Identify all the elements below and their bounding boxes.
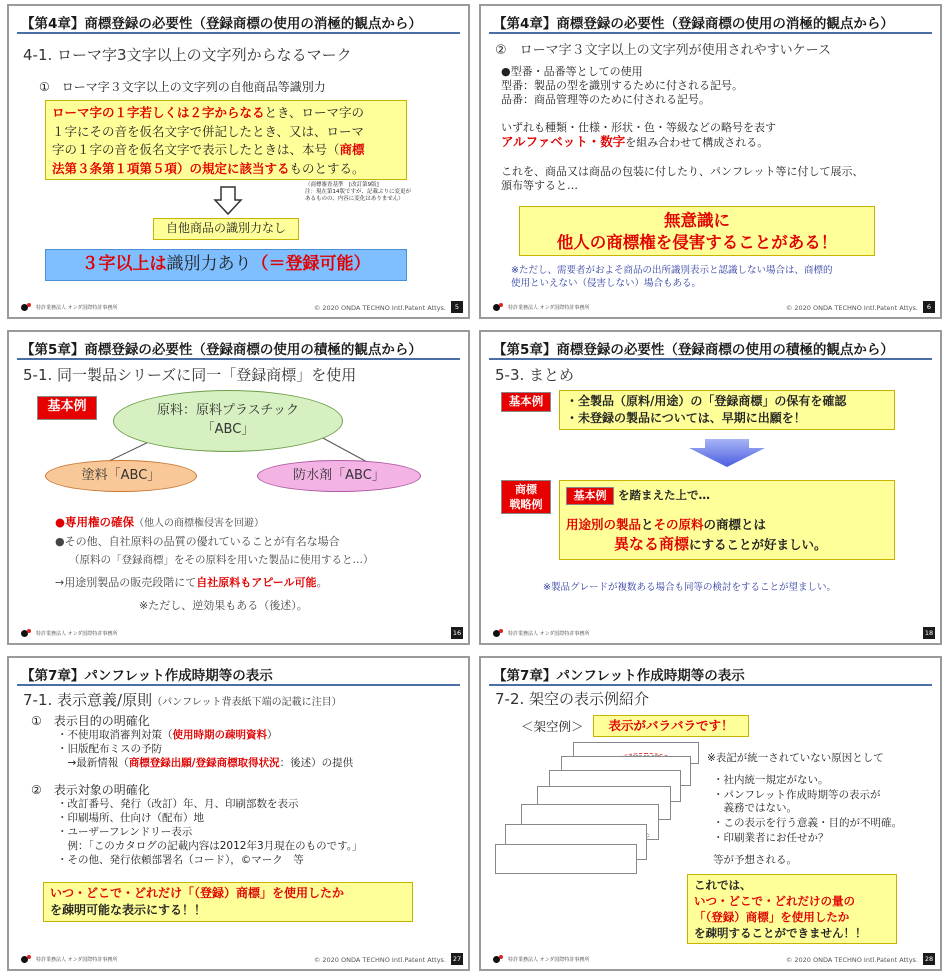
inner-basic-example-tag: 基本例 bbox=[566, 487, 614, 505]
cause-heading: ※表記が統一されていない原因として bbox=[707, 752, 884, 764]
usage-line-7: 頒布等すると… bbox=[501, 179, 578, 192]
strategy-intro: を踏まえた上で… bbox=[618, 488, 710, 502]
bullet-other: ●その他、自社原料の品質の優れていることが有名な場合 bbox=[55, 535, 340, 548]
slide-27 bbox=[7, 656, 470, 971]
definition-box: ローマ字の１字若しくは２字からなるとき、ローマ字の １字にその音を仮名文字で併記したとき、又は、ローマ 字の１字の音を仮名文字で表示したときは、本号（商標 法第３条第１項第５項）の規定に該当するものとする。 bbox=[45, 100, 407, 180]
summary-box: ・全製品（原料/用途）の「登録商標」の保有を確認 ・未登録の製品については、早期に出願を！ bbox=[559, 390, 895, 430]
page-number: 28 bbox=[924, 955, 934, 963]
conclusion-box: いつ・どこで・どれだけ「（登録）商標」を使用したか を疎明可能な表示にする！！ bbox=[43, 882, 413, 922]
logo-mark-icon bbox=[493, 303, 505, 311]
page-number: 27 bbox=[452, 955, 462, 963]
cause-4: ・印刷業者にお任せか？ bbox=[713, 832, 829, 844]
slide-subtitle: 4-1. ローマ字3文字以上の文字列からなるマーク bbox=[23, 46, 352, 64]
cause-1: ・社内統一規定がない。 bbox=[713, 774, 829, 786]
firm-logo: 特許業務法人 オンダ国際特許事務所 bbox=[21, 629, 117, 637]
usage-line-3: 品番：商品管理等のために付される記号。 bbox=[501, 93, 710, 106]
cause-summary: 等が予想される。 bbox=[713, 854, 797, 866]
cause-2-cont: 義務ではない。 bbox=[713, 802, 797, 814]
firm-logo: 特許業務法人 オンダ国際特許事務所 bbox=[21, 955, 117, 963]
heading-purpose: ① 表示目的の明確化 bbox=[31, 714, 150, 728]
slide-subtitle: 5-1. 同一製品シリーズに同一「登録商標」を使用 bbox=[23, 366, 357, 384]
example-label: ＜架空例＞ bbox=[521, 719, 584, 734]
logo-mark-icon bbox=[21, 955, 33, 963]
slide-16 bbox=[7, 330, 470, 645]
purpose-item-2: ・旧版配布ミスの予防 bbox=[57, 743, 162, 755]
no-distinctiveness-box: 自他商品の識別力なし bbox=[153, 218, 299, 240]
waterproof-node: 防水剤「ABC」 bbox=[257, 460, 421, 492]
bullet-other-detail: （原料の「登録商標」をその原料を用いた製品に使用すると…） bbox=[69, 554, 374, 566]
chapter-title: 【第5章】商標登録の必要性（登録商標の使用の積極的観点から） bbox=[489, 338, 932, 360]
raw-material-node: 原料：原料プラスチック 「ABC」 bbox=[113, 390, 343, 452]
slide-28 bbox=[479, 656, 942, 971]
page-number: 16 bbox=[452, 629, 462, 637]
slide-5 bbox=[7, 4, 470, 319]
copyright: © 2020 ONDA TECHNO Intl.Patent Attys. bbox=[785, 304, 918, 312]
target-item-1: ・改訂番号、発行（改訂）年、月、印刷部数を表示 bbox=[57, 798, 299, 810]
page-number: 6 bbox=[923, 301, 935, 313]
copyright: © 2020 ONDA TECHNO Intl.Patent Attys. bbox=[313, 956, 446, 964]
slide-subtitle: 5-3. まとめ bbox=[495, 366, 575, 384]
point-heading: ① ローマ字３文字以上の文字列の自他商品等識別力 bbox=[39, 80, 326, 94]
copyright: © 2020 ONDA TECHNO Intl.Patent Attys. bbox=[785, 956, 918, 964]
bullet-exclusive-right: ●専用権の確保（他人の商標権侵害を回避） bbox=[55, 515, 265, 529]
conclusion-box: これでは、 いつ・どこで・どれだけの量の 「（登録）商標」を使用したか を疎明することができません！！ bbox=[687, 874, 897, 944]
firm-logo: 特許業務法人 オンダ国際特許事務所 bbox=[21, 303, 117, 311]
usage-line-6: これを、商品又は商品の包装に付したり、パンフレット等に付して展示、 bbox=[501, 165, 864, 178]
heading-target: ② 表示対象の明確化 bbox=[31, 783, 150, 797]
paint-node: 塗料「ABC」 bbox=[45, 460, 197, 492]
slide-subtitle: 7-2. 架空の表示例紹介 bbox=[495, 690, 650, 708]
citation-note: （商標審査基準 [改訂第9版] 注：現在第14版ですが、記載ぶりに変更が あるものの、内容に変化はありません） bbox=[305, 182, 411, 202]
basic-example-tag: 基本例 bbox=[501, 392, 551, 412]
chapter-title: 【第7章】パンフレット作成時期等の表示 bbox=[17, 664, 460, 686]
firm-logo: 特許業務法人 オンダ国際特許事務所 bbox=[493, 303, 589, 311]
cause-2: ・パンフレット作成時期等の表示が bbox=[713, 789, 881, 801]
logo-mark-icon bbox=[21, 303, 33, 311]
reverse-effect-note: ※ただし、逆効果もある（後述）。 bbox=[139, 599, 308, 612]
firm-logo: 特許業務法人 オンダ国際特許事務所 bbox=[493, 629, 589, 637]
target-item-2: ・印刷場所、仕向け（配布）地 bbox=[57, 812, 204, 824]
target-item-4: 例：「このカタログの記載内容は2012年3月現在のものです。」 bbox=[57, 840, 363, 852]
chapter-title: 【第4章】商標登録の必要性（登録商標の使用の消極的観点から） bbox=[489, 12, 932, 34]
cause-3: ・この表示を行う意義・目的が不明確。 bbox=[713, 817, 902, 829]
strategy-line-1: 用途別の製品とその原料の商標とは bbox=[566, 517, 767, 532]
page-number: 18 bbox=[924, 629, 934, 637]
warning-box: 無意識に 他人の商標権を侵害することがある！ bbox=[519, 206, 875, 256]
logo-mark-icon bbox=[493, 955, 505, 963]
usage-line-1: ●型番・品番等としての使用 bbox=[501, 65, 643, 78]
firm-logo: 特許業務法人 オンダ国際特許事務所 bbox=[493, 955, 589, 963]
chapter-title: 【第4章】商標登録の必要性（登録商標の使用の消極的観点から） bbox=[17, 12, 460, 34]
purpose-item-1: ・不使用取消審判対策（使用時期の疎明資料） bbox=[57, 729, 278, 741]
strategy-line-2: 異なる商標にすることが好ましい。 bbox=[614, 535, 827, 553]
slide-subtitle: ② ローマ字３文字以上の文字列が使用されやすいケース bbox=[495, 43, 832, 58]
slide-6 bbox=[479, 4, 942, 319]
copyright: © 2020 ONDA TECHNO Intl.Patent Attys. bbox=[313, 304, 446, 312]
logo-mark-icon bbox=[493, 629, 505, 637]
example-tag: 表示がバラバラです！ bbox=[593, 715, 749, 737]
bullet-appeal: →用途別製品の販売段階にて自社原料もアピール可能。 bbox=[55, 576, 328, 589]
down-arrow-icon bbox=[213, 186, 243, 216]
grade-note: ※製品グレードが複数ある場合も同等の検討をすることが望ましい。 bbox=[543, 582, 836, 593]
slide-18 bbox=[479, 330, 942, 645]
down-arrow-icon bbox=[687, 438, 767, 468]
strategy-box bbox=[559, 480, 895, 560]
target-item-5: ・その他、発行依頼部署名（コード），©マーク 等 bbox=[57, 854, 304, 866]
strategy-example-tag: 商標 戦略例 bbox=[501, 480, 551, 514]
usage-line-2: 型番：製品の型を識別するために付される記号。 bbox=[501, 79, 743, 92]
exception-note: ※ただし、需要者がおよそ商品の出所識別表示と認識しない場合は、商標的 使用といえない（侵害しない）場合もある。 bbox=[511, 265, 833, 289]
usage-line-4: いずれも種類・仕様・形状・色・等級などの略号を表す bbox=[501, 121, 776, 134]
result-box: ３字以上は識別力あり（＝登録可能） bbox=[45, 249, 407, 281]
chapter-title: 【第7章】パンフレット作成時期等の表示 bbox=[489, 664, 932, 686]
target-item-3: ・ユーザーフレンドリー表示 bbox=[57, 826, 193, 838]
pamphlet bbox=[495, 844, 637, 874]
logo-mark-icon bbox=[21, 629, 33, 637]
basic-example-tag: 基本例 bbox=[37, 396, 97, 420]
usage-line-5: アルファベット・数字を組み合わせて構成される。 bbox=[501, 134, 769, 149]
purpose-item-3: →最新情報（商標登録出願/登録商標取得状況：後述）の提供 bbox=[57, 757, 354, 769]
chapter-title: 【第5章】商標登録の必要性（登録商標の使用の積極的観点から） bbox=[17, 338, 460, 360]
page-number: 5 bbox=[451, 301, 463, 313]
slide-subtitle: 7-1. 表示意義/原則（パンフレット背表紙下端の記載に注目） bbox=[23, 691, 342, 709]
